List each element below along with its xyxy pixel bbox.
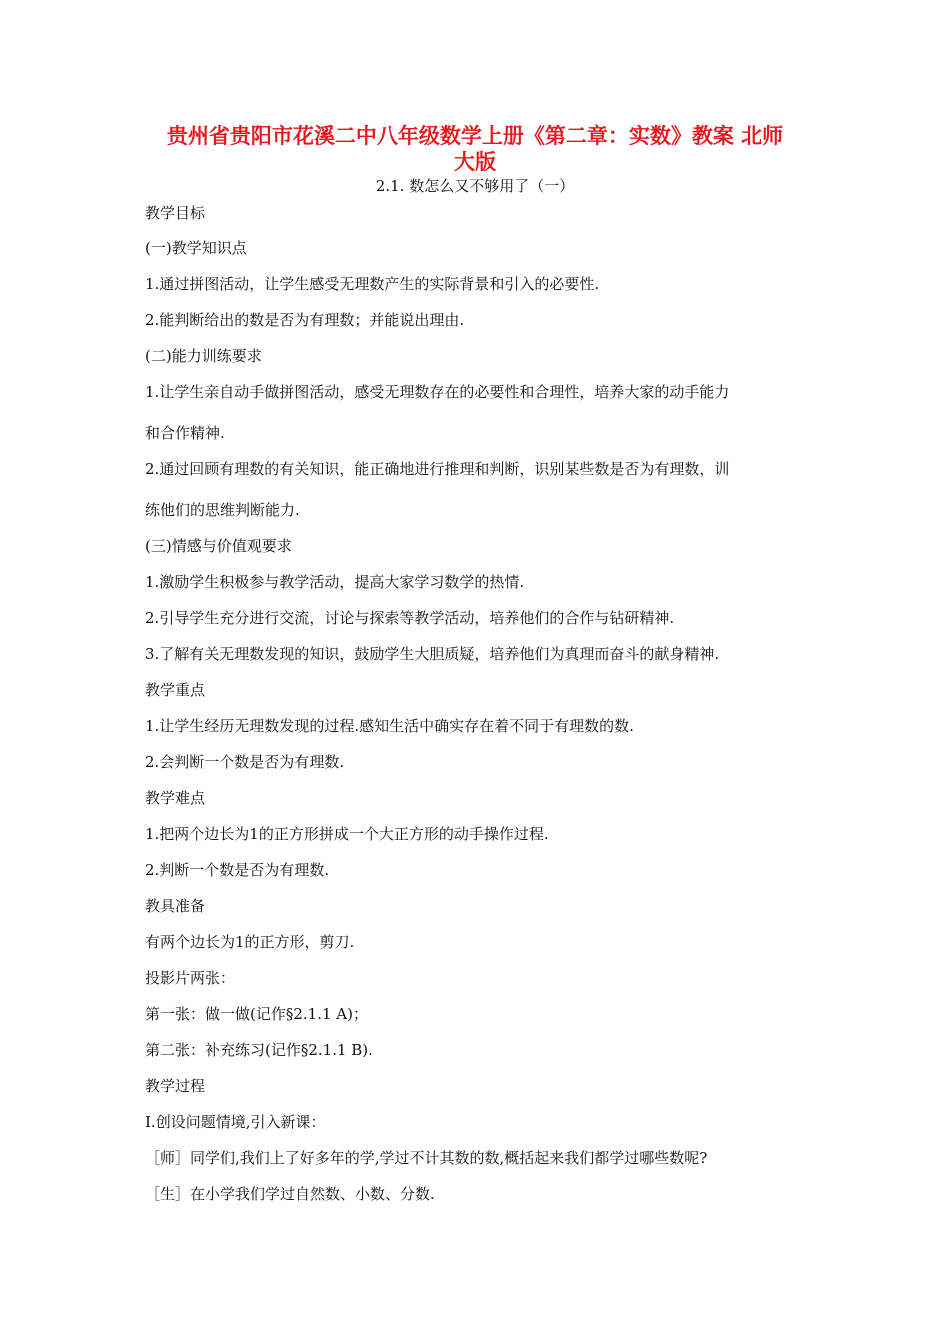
text-line: ［师］同学们,我们上了好多年的学,学过不计其数的数,概括起来我们都学过哪些数呢? — [145, 1149, 708, 1167]
section-subtitle: 2.1. 数怎么又不够用了（一） — [375, 177, 575, 195]
heading-teaching-process: 教学过程 — [145, 1077, 206, 1095]
text-line: 1.激励学生积极参与教学活动，提高大家学习数学的热情. — [145, 573, 525, 591]
text-line: Ⅰ.创设问题情境,引入新课： — [145, 1113, 326, 1131]
text-line: 3.了解有关无理数发现的知识，鼓励学生大胆质疑，培养他们为真理而奋斗的献身精神. — [145, 645, 720, 663]
heading-teaching-aids: 教具准备 — [145, 897, 206, 915]
text-line: ［生］在小学我们学过自然数、小数、分数. — [145, 1185, 435, 1203]
text-line: 2.引导学生充分进行交流，讨论与探索等教学活动，培养他们的合作与钻研精神. — [145, 609, 675, 627]
subheading-emotion-values: (三)情感与价值观要求 — [145, 537, 292, 555]
text-line: 2.判断一个数是否为有理数. — [145, 861, 330, 879]
text-line: 2.会判断一个数是否为有理数. — [145, 753, 345, 771]
text-line: 第一张：做一做(记作§2.1.1 A)； — [145, 1005, 368, 1023]
text-line: 1.通过拼图活动，让学生感受无理数产生的实际背景和引入的必要性. — [145, 275, 600, 293]
text-line: 练他们的思维判断能力. — [145, 501, 300, 519]
text-line: 1.把两个边长为1的正方形拼成一个大正方形的动手操作过程. — [145, 825, 549, 843]
text-line: 和合作精神. — [145, 424, 225, 442]
heading-difficult-points: 教学难点 — [145, 789, 206, 807]
subheading-knowledge-points: (一)教学知识点 — [145, 239, 247, 257]
text-line: 1.让学生亲自动手做拼图活动，感受无理数存在的必要性和合理性，培养大家的动手能力 — [145, 383, 730, 401]
text-line: 1.让学生经历无理数发现的过程.感知生活中确实存在着不同于有理数的数. — [145, 717, 634, 735]
heading-teaching-goals: 教学目标 — [145, 204, 206, 222]
text-line: 有两个边长为1的正方形，剪刀. — [145, 933, 355, 951]
text-line: 2.通过回顾有理数的有关知识，能正确地进行推理和判断，识别某些数是否为有理数，训 — [145, 460, 730, 478]
document-title-line-1: 贵州省贵阳市花溪二中八年级数学上册《第二章：实数》教案 北师 — [166, 124, 784, 148]
heading-key-points: 教学重点 — [145, 681, 206, 699]
text-line: 第二张：补充练习(记作§2.1.1 B). — [145, 1041, 373, 1059]
document-title-line-2: 大版 — [454, 150, 496, 174]
subheading-ability-training: (二)能力训练要求 — [145, 347, 262, 365]
text-line: 投影片两张： — [145, 969, 236, 987]
text-line: 2.能判断给出的数是否为有理数；并能说出理由. — [145, 311, 465, 329]
